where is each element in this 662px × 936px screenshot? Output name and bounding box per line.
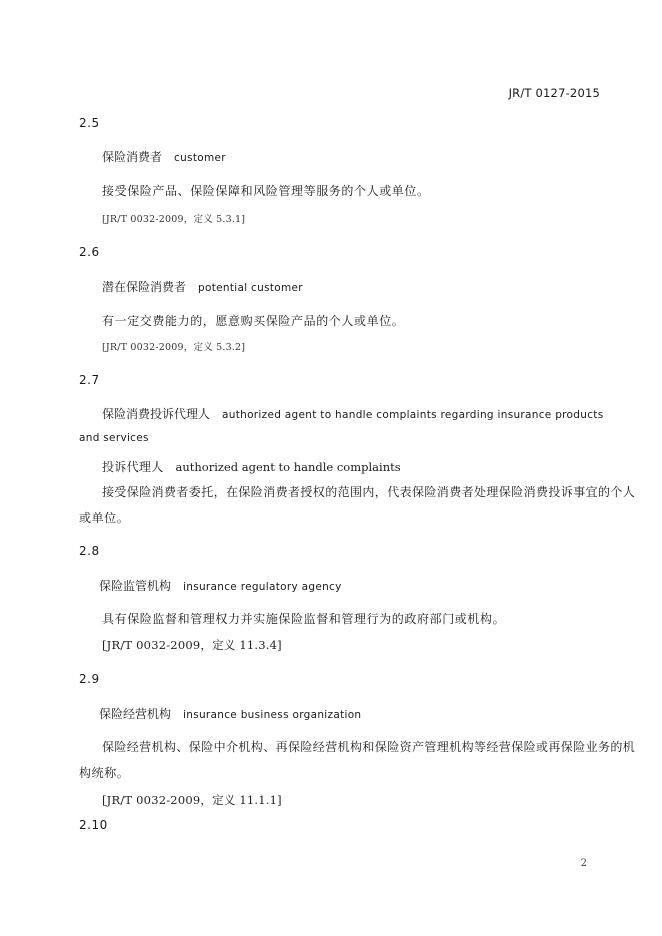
term-english: authorized agent to handle complaints regarding insurance products	[222, 409, 604, 421]
term-definition-continued: 或单位。	[79, 511, 130, 525]
term-definition: 保险经营机构、保险中介机构、再保险经营机构和保险资产管理机构等经营保险或再保险业务的机	[102, 740, 636, 754]
term-chinese: 保险消费者	[102, 150, 163, 164]
entry-number: 2.10	[79, 818, 108, 832]
entry-number: 2.8	[79, 544, 100, 558]
page-number: 2	[580, 858, 587, 869]
term-heading	[102, 405, 603, 423]
term-heading	[99, 705, 361, 723]
term-definition: 接受保险消费者委托，在保险消费者授权的范围内，代表保险消费者处理保险消费投诉事宜的个人	[102, 485, 636, 499]
entry-number: 2.5	[79, 116, 100, 130]
term-definition: 有一定交费能力的，愿意购买保险产品的个人或单位。	[102, 314, 405, 328]
term-english: potential customer	[198, 282, 303, 294]
term-synonym	[102, 458, 401, 476]
term-chinese: 潜在保险消费者	[102, 280, 187, 294]
term-chinese: 保险经营机构	[99, 707, 172, 721]
term-heading	[102, 278, 303, 296]
term-english: customer	[174, 152, 226, 164]
term-source: [JR/T 0032-2009，定义 11.3.4]	[102, 638, 282, 652]
entry-number: 2.7	[79, 373, 100, 387]
entry-number: 2.9	[79, 672, 100, 686]
synonym-english: authorized agent to handle complaints	[175, 460, 401, 474]
term-english: insurance regulatory agency	[183, 581, 342, 593]
term-english: insurance business organization	[183, 709, 362, 721]
term-english-continued: and services	[79, 432, 149, 444]
term-definition-continued: 构统称。	[79, 766, 130, 780]
synonym-chinese: 投诉代理人	[102, 460, 164, 474]
term-heading	[99, 577, 342, 595]
term-source: [JR/T 0032-2009，定义 5.3.1]	[102, 214, 246, 225]
term-heading	[102, 148, 226, 166]
term-definition: 具有保险监督和管理权力并实施保险监督和管理行为的政府部门或机构。	[102, 612, 506, 626]
term-definition: 接受保险产品、保险保障和风险管理等服务的个人或单位。	[102, 184, 430, 198]
term-source: [JR/T 0032-2009，定义 5.3.2]	[102, 342, 246, 353]
document-code-header: JR/T 0127-2015	[508, 86, 600, 100]
term-source: [JR/T 0032-2009，定义 11.1.1]	[102, 793, 282, 807]
term-chinese: 保险监管机构	[99, 579, 172, 593]
term-chinese: 保险消费投诉代理人	[102, 407, 211, 421]
entry-number: 2.6	[79, 245, 100, 259]
